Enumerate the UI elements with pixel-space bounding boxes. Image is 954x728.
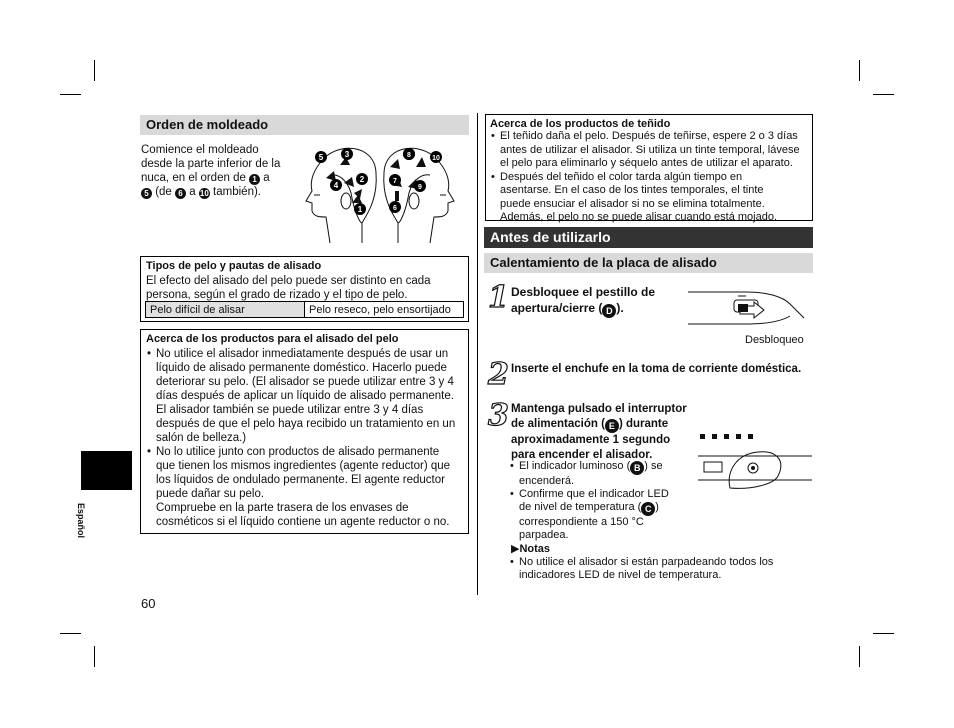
diagram-number: 9 bbox=[418, 184, 422, 191]
unlock-caption: Desbloqueo bbox=[745, 334, 804, 346]
dye-products-title: Acerca de los productos de teñido bbox=[490, 118, 671, 130]
table-cell: Pelo reseco, pelo ensortijado bbox=[305, 302, 464, 318]
page-number: 60 bbox=[141, 596, 156, 611]
table-cell: Pelo difícil de alisar bbox=[146, 302, 305, 318]
letter-c-icon: C bbox=[641, 502, 655, 516]
letter-d-icon: D bbox=[602, 304, 616, 318]
list-item: • No utilice el alisador inmediatamente después de usar un líquido de alisado permanente doméstico. Hacerlo puede deteriorar su pelo. (El alisador se puede utilizar entre 3 y 4 días después de aplicar un líquido de alisado permanente. El alisador también se puede utilizar entre 3 y 4 días después de que el pelo haya recibido un tratamiento en un salón de belleza.) bbox=[146, 347, 463, 445]
section-antes-title: Antes de utilizarlo bbox=[484, 227, 813, 248]
list-item: • Después del teñido el color tarda algún tiempo en asentarse. En el caso de los tintes temporales, el tinte puede ensuciar el alisador si no se elimina totalmente. Además, el pelo no se puede alisar cuando está mojado. bbox=[490, 171, 808, 225]
number-6-icon: 6 bbox=[175, 188, 186, 199]
list-item: • No lo utilice junto con productos de alisado permanente que tienen los mismos ingredientes (agente reductor) que los líquidos de ondulado permanente. El agente reductor puede dañar su pelo. Compruebe en la parte trasera de los envases de cosméticos si el líquido contiene un agente reductor o no. bbox=[146, 445, 463, 529]
step-3-text: Mantenga pulsado el interruptor de alimentación ( E ) durante aproximadamente 1 segundo para encender el alisador. bbox=[511, 403, 687, 461]
diagram-number: 3 bbox=[344, 150, 350, 159]
crop-mark bbox=[859, 60, 860, 81]
diagram-number: 1 bbox=[357, 205, 363, 214]
step-1-number: 1 bbox=[488, 280, 509, 315]
diagram-number: 2 bbox=[359, 175, 365, 184]
letter-e-icon: E bbox=[605, 419, 619, 433]
step-2-number: 2 bbox=[488, 357, 509, 392]
diagram-number: 5 bbox=[318, 153, 324, 162]
language-tab bbox=[81, 451, 132, 490]
language-tab-label: Español bbox=[76, 503, 86, 539]
crop-mark bbox=[60, 633, 81, 634]
column-divider bbox=[477, 113, 478, 595]
step-3-number: 3 bbox=[488, 398, 509, 433]
notes-title: ▶Notas bbox=[511, 543, 551, 555]
diagram-number: 6 bbox=[393, 205, 397, 212]
diagram-number: 8 bbox=[407, 152, 411, 159]
section-calentamiento-title: Calentamiento de la placa de alisado bbox=[484, 253, 813, 273]
hair-types-title: Tipos de pelo y pautas de alisado bbox=[146, 260, 322, 272]
straightening-products-box bbox=[140, 329, 469, 534]
section-orden-title: Orden de moldeado bbox=[140, 115, 469, 135]
styling-order-diagram bbox=[290, 143, 470, 248]
number-1-icon: 1 bbox=[249, 174, 260, 185]
step-1-text: Desbloquee el pestillo de apertura/cierre ( D ). bbox=[511, 285, 656, 316]
list-item: • Confirme que el indicador LED de nivel de temperatura ( C ) correspondiente a 150 °C parpadea. bbox=[509, 488, 689, 542]
hair-types-box: Tipos de pelo y pautas de alisado El efecto del alisado del pelo puede ser distinto en cada persona, según el grado de rizado y el tipo de pelo. bbox=[140, 256, 469, 322]
dye-products-box bbox=[485, 114, 813, 221]
power-switch-illustration bbox=[696, 426, 812, 494]
notes-list bbox=[509, 556, 809, 582]
crop-mark bbox=[873, 94, 894, 95]
diagram-number: 10 bbox=[432, 155, 440, 162]
list-item: • El teñido daña el pelo. Después de teñirse, espere 2 o 3 días antes de utilizar el alisador. Si utiliza un tinte temporal, lávese el pelo para eliminarlo y séquelo antes de utilizar el aparato. bbox=[490, 130, 808, 171]
orden-text: Comience el moldeado desde la parte inferior de la nuca, en el orden de 1 a 5 (de 6 a 10 también). bbox=[141, 144, 281, 198]
crop-mark bbox=[859, 646, 860, 667]
diagram-number: 4 bbox=[333, 181, 339, 190]
crop-mark bbox=[94, 646, 95, 667]
number-10-icon: 10 bbox=[199, 189, 209, 198]
letter-b-icon: B bbox=[630, 461, 644, 475]
crop-mark bbox=[60, 94, 81, 95]
crop-mark bbox=[873, 633, 894, 634]
straightening-products-title: Acerca de los productos para el alisado del pelo bbox=[146, 333, 399, 345]
number-5-icon: 5 bbox=[141, 188, 152, 199]
hair-types-table bbox=[145, 301, 464, 318]
latch-illustration bbox=[686, 282, 806, 332]
diagram-number: 7 bbox=[393, 178, 397, 185]
step-3-bullets bbox=[509, 460, 689, 542]
step-2-text: Inserte el enchufe en la toma de corriente doméstica. bbox=[511, 363, 802, 375]
arrow-right-icon: ▶ bbox=[511, 543, 520, 555]
crop-mark bbox=[94, 60, 95, 81]
list-item: • El indicador luminoso ( B ) se encenderá. bbox=[509, 460, 689, 488]
list-item: • No utilice el alisador si están parpadeando todos los indicadores LED de nivel de temperatura. bbox=[509, 556, 809, 582]
